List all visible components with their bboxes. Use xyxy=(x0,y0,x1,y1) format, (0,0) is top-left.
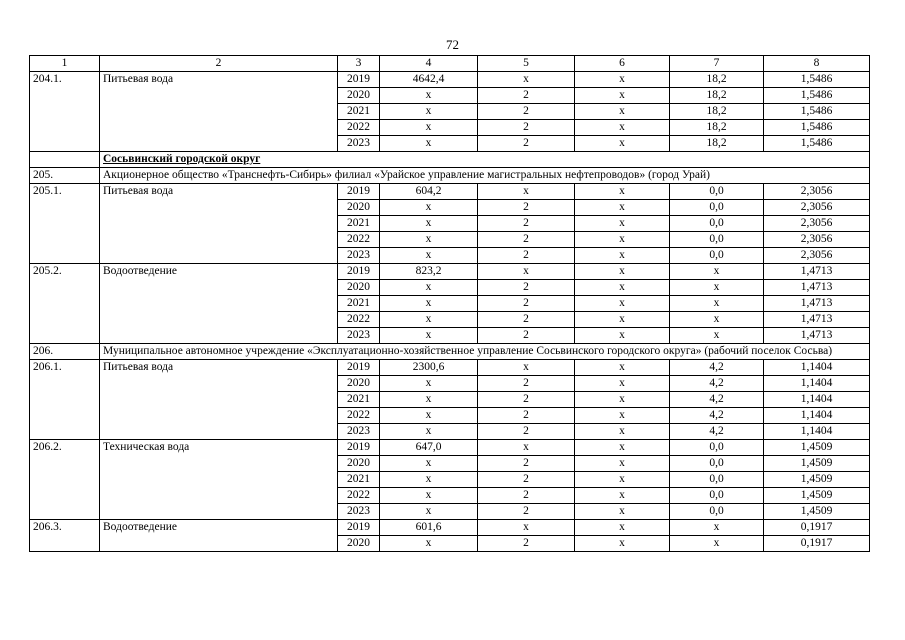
value-cell: 1,4713 xyxy=(764,296,870,312)
value-cell: 18,2 xyxy=(670,88,764,104)
value-cell: 2 xyxy=(478,424,575,440)
value-cell: x xyxy=(575,392,670,408)
year-cell: 2023 xyxy=(338,248,380,264)
row-name: Питьевая вода xyxy=(100,360,338,440)
value-cell: x xyxy=(380,536,478,552)
value-cell: 0,0 xyxy=(670,472,764,488)
year-cell: 2021 xyxy=(338,472,380,488)
value-cell: x xyxy=(575,328,670,344)
value-cell: 604,2 xyxy=(380,184,478,200)
year-cell: 2021 xyxy=(338,216,380,232)
value-cell: 2 xyxy=(478,504,575,520)
value-cell: 1,4713 xyxy=(764,280,870,296)
value-cell: 601,6 xyxy=(380,520,478,536)
year-cell: 2023 xyxy=(338,328,380,344)
year-cell: 2022 xyxy=(338,312,380,328)
value-cell: 2 xyxy=(478,216,575,232)
value-cell: x xyxy=(380,408,478,424)
header-cell: 8 xyxy=(764,56,870,72)
value-cell: 0,0 xyxy=(670,216,764,232)
value-cell: 1,1404 xyxy=(764,408,870,424)
district-title: Сосьвинский городской округ xyxy=(103,153,261,165)
district-cell xyxy=(100,152,870,168)
value-cell: x xyxy=(380,232,478,248)
value-cell: x xyxy=(575,424,670,440)
value-cell: x xyxy=(575,232,670,248)
value-cell: x xyxy=(575,488,670,504)
value-cell: 1,4509 xyxy=(764,504,870,520)
value-cell: 647,0 xyxy=(380,440,478,456)
value-cell: 1,4713 xyxy=(764,264,870,280)
value-cell: 0,1917 xyxy=(764,520,870,536)
value-cell: x xyxy=(670,264,764,280)
district-code-cell xyxy=(30,152,100,168)
header-cell: 5 xyxy=(478,56,575,72)
value-cell: x xyxy=(575,264,670,280)
value-cell: 1,5486 xyxy=(764,120,870,136)
value-cell: x xyxy=(575,216,670,232)
year-cell: 2019 xyxy=(338,520,380,536)
value-cell: 2 xyxy=(478,280,575,296)
value-cell: x xyxy=(670,296,764,312)
value-cell: x xyxy=(575,200,670,216)
value-cell: 0,0 xyxy=(670,232,764,248)
value-cell: x xyxy=(575,440,670,456)
value-cell: 18,2 xyxy=(670,120,764,136)
year-cell: 2023 xyxy=(338,424,380,440)
value-cell: 0,1917 xyxy=(764,536,870,552)
year-cell: 2022 xyxy=(338,120,380,136)
value-cell: 2 xyxy=(478,296,575,312)
header-cell: 2 xyxy=(100,56,338,72)
value-cell: x xyxy=(575,520,670,536)
value-cell: 2 xyxy=(478,408,575,424)
value-cell: x xyxy=(380,104,478,120)
value-cell: 2 xyxy=(478,488,575,504)
year-cell: 2020 xyxy=(338,536,380,552)
value-cell: 2 xyxy=(478,328,575,344)
value-cell: 2 xyxy=(478,392,575,408)
value-cell: x xyxy=(478,520,575,536)
row-code: 206.3. xyxy=(30,520,100,552)
value-cell: 1,5486 xyxy=(764,88,870,104)
value-cell: x xyxy=(670,280,764,296)
row-name: Техническая вода xyxy=(100,440,338,520)
value-cell: x xyxy=(380,136,478,152)
value-cell: x xyxy=(575,248,670,264)
year-cell: 2023 xyxy=(338,504,380,520)
value-cell: 823,2 xyxy=(380,264,478,280)
value-cell: x xyxy=(670,536,764,552)
value-cell: x xyxy=(380,248,478,264)
value-cell: x xyxy=(478,440,575,456)
value-cell: x xyxy=(575,360,670,376)
value-cell: x xyxy=(380,120,478,136)
value-cell: x xyxy=(575,536,670,552)
row-code: 206.1. xyxy=(30,360,100,440)
value-cell: x xyxy=(575,104,670,120)
value-cell: x xyxy=(380,392,478,408)
value-cell: 1,1404 xyxy=(764,392,870,408)
value-cell: 18,2 xyxy=(670,136,764,152)
value-cell: x xyxy=(575,472,670,488)
value-cell: 1,4509 xyxy=(764,456,870,472)
value-cell: 2 xyxy=(478,200,575,216)
year-cell: 2019 xyxy=(338,72,380,88)
value-cell: x xyxy=(380,296,478,312)
value-cell: x xyxy=(670,520,764,536)
year-cell: 2021 xyxy=(338,296,380,312)
header-cell: 7 xyxy=(670,56,764,72)
table-row xyxy=(30,184,870,200)
value-cell: x xyxy=(575,408,670,424)
value-cell: 2,3056 xyxy=(764,184,870,200)
value-cell: 4642,4 xyxy=(380,72,478,88)
value-cell: x xyxy=(575,136,670,152)
value-cell: x xyxy=(670,312,764,328)
value-cell: x xyxy=(380,424,478,440)
value-cell: 18,2 xyxy=(670,104,764,120)
value-cell: x xyxy=(575,184,670,200)
value-cell: 0,0 xyxy=(670,488,764,504)
year-cell: 2020 xyxy=(338,456,380,472)
value-cell: 2 xyxy=(478,232,575,248)
value-cell: 4,2 xyxy=(670,408,764,424)
value-cell: 2 xyxy=(478,120,575,136)
year-cell: 2021 xyxy=(338,104,380,120)
organization-row xyxy=(30,168,870,184)
value-cell: 2 xyxy=(478,472,575,488)
value-cell: 0,0 xyxy=(670,440,764,456)
year-cell: 2022 xyxy=(338,488,380,504)
year-cell: 2020 xyxy=(338,376,380,392)
value-cell: 4,2 xyxy=(670,392,764,408)
org-name: Муниципальное автономное учреждение «Эксплуатационно-хозяйственное управление Сосьвинского городского округа» (рабочий поселок Сосьва) xyxy=(100,344,870,360)
value-cell: x xyxy=(575,280,670,296)
value-cell: x xyxy=(575,312,670,328)
value-cell: 1,1404 xyxy=(764,360,870,376)
value-cell: 2 xyxy=(478,248,575,264)
value-cell: 1,5486 xyxy=(764,136,870,152)
value-cell: 2300,6 xyxy=(380,360,478,376)
row-name: Водоотведение xyxy=(100,264,338,344)
value-cell: x xyxy=(575,120,670,136)
value-cell: 2 xyxy=(478,376,575,392)
value-cell: x xyxy=(380,88,478,104)
org-code: 205. xyxy=(30,168,100,184)
value-cell: x xyxy=(380,312,478,328)
value-cell: x xyxy=(575,296,670,312)
value-cell: 2 xyxy=(478,456,575,472)
value-cell: 2 xyxy=(478,136,575,152)
row-code: 206.2. xyxy=(30,440,100,520)
year-cell: 2019 xyxy=(338,264,380,280)
row-code: 205.1. xyxy=(30,184,100,264)
year-cell: 2019 xyxy=(338,440,380,456)
year-cell: 2022 xyxy=(338,408,380,424)
header-cell: 6 xyxy=(575,56,670,72)
value-cell: 4,2 xyxy=(670,360,764,376)
value-cell: 1,5486 xyxy=(764,104,870,120)
year-cell: 2021 xyxy=(338,392,380,408)
value-cell: 2 xyxy=(478,536,575,552)
value-cell: 0,0 xyxy=(670,456,764,472)
value-cell: x xyxy=(575,456,670,472)
value-cell: x xyxy=(478,184,575,200)
year-cell: 2022 xyxy=(338,232,380,248)
value-cell: x xyxy=(380,200,478,216)
value-cell: 0,0 xyxy=(670,200,764,216)
org-code: 206. xyxy=(30,344,100,360)
value-cell: x xyxy=(575,72,670,88)
value-cell: 0,0 xyxy=(670,184,764,200)
value-cell: x xyxy=(380,456,478,472)
row-code: 205.2. xyxy=(30,264,100,344)
row-name: Водоотведение xyxy=(100,520,338,552)
value-cell: 2 xyxy=(478,104,575,120)
value-cell: 1,1404 xyxy=(764,424,870,440)
value-cell: 2 xyxy=(478,88,575,104)
value-cell: 2,3056 xyxy=(764,216,870,232)
value-cell: x xyxy=(575,504,670,520)
value-cell: 2,3056 xyxy=(764,248,870,264)
value-cell: 1,4713 xyxy=(764,312,870,328)
year-cell: 2020 xyxy=(338,88,380,104)
value-cell: x xyxy=(380,280,478,296)
value-cell: 2,3056 xyxy=(764,232,870,248)
table-row xyxy=(30,360,870,376)
header-cell: 1 xyxy=(30,56,100,72)
value-cell: 1,4509 xyxy=(764,472,870,488)
table-row xyxy=(30,440,870,456)
year-cell: 2019 xyxy=(338,184,380,200)
row-name: Питьевая вода xyxy=(100,184,338,264)
district-row xyxy=(30,152,870,168)
tariff-table xyxy=(29,55,870,552)
header-cell: 4 xyxy=(380,56,478,72)
value-cell: 1,4713 xyxy=(764,328,870,344)
table-body xyxy=(30,56,870,552)
value-cell: x xyxy=(380,488,478,504)
value-cell: x xyxy=(380,376,478,392)
value-cell: 2,3056 xyxy=(764,200,870,216)
header-cell: 3 xyxy=(338,56,380,72)
value-cell: 1,4509 xyxy=(764,440,870,456)
value-cell: x xyxy=(380,216,478,232)
value-cell: 0,0 xyxy=(670,248,764,264)
value-cell: 1,4509 xyxy=(764,488,870,504)
table-row xyxy=(30,264,870,280)
year-cell: 2020 xyxy=(338,280,380,296)
year-cell: 2023 xyxy=(338,136,380,152)
table-row xyxy=(30,520,870,536)
org-name: Акционерное общество «Транснефть-Сибирь» филиал «Урайское управление магистральных нефтепроводов» (город Урай) xyxy=(100,168,870,184)
row-code: 204.1. xyxy=(30,72,100,152)
value-cell: x xyxy=(575,376,670,392)
year-cell: 2020 xyxy=(338,200,380,216)
row-name: Питьевая вода xyxy=(100,72,338,152)
value-cell: x xyxy=(575,88,670,104)
value-cell: x xyxy=(380,328,478,344)
value-cell: x xyxy=(380,504,478,520)
value-cell: 1,5486 xyxy=(764,72,870,88)
value-cell: x xyxy=(380,472,478,488)
value-cell: 4,2 xyxy=(670,424,764,440)
value-cell: x xyxy=(670,328,764,344)
table-row xyxy=(30,72,870,88)
value-cell: 1,1404 xyxy=(764,376,870,392)
year-cell: 2019 xyxy=(338,360,380,376)
organization-row xyxy=(30,344,870,360)
value-cell: 18,2 xyxy=(670,72,764,88)
page-number: 72 xyxy=(446,37,459,52)
value-cell: x xyxy=(478,72,575,88)
value-cell: x xyxy=(478,360,575,376)
header-row xyxy=(30,56,870,72)
value-cell: 2 xyxy=(478,312,575,328)
value-cell: 4,2 xyxy=(670,376,764,392)
value-cell: 0,0 xyxy=(670,504,764,520)
value-cell: x xyxy=(478,264,575,280)
